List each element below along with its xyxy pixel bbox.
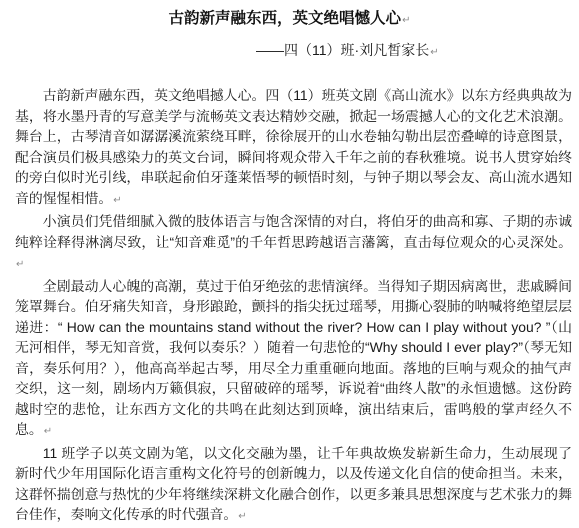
paragraph-mark: ↵ (16, 259, 25, 270)
paragraph-mark: ↵ (43, 426, 53, 437)
paragraph-mark: ↵ (402, 15, 411, 26)
paragraph-text: 古韵新声融东西，英文绝唱撼人心。四（11）班英文剧《高山流水》以东方经典典故为基，将水墨丹青的写意美学与流畅英文表达精妙交融，掀起一场震撼人心的文化艺术浪潮。舞台上，古琴清音如潺潺溪流萦绕耳畔，徐徐展开的山水卷轴勾勒出层峦叠嶂的诗意图景，配合演员们极具感染力的英文台词，瞬间将观众带入千年之前的春秋雅境。说书人贯穿始终的旁白似时光引线，串联起俞伯牙蓬莱悟琴的顿悟时刻，与钟子期以琴会友、高山流水遇知音的惺惺相惜。 (15, 87, 572, 206)
paragraph-text: 11 班学子以英文剧为笔，以文化交融为墨，让千年典故焕发崭新生命力，生动展现了新时代少年用国际化语言重构文化符号的创新魄力，以及传递文化自信的使命担当。未来，这群怀揣创意与热忱的少年将继续深耕文化融合创作，以更多兼具思想深度与艺术张力的舞台佳作，奏响文化传承的时代强音。 (15, 444, 572, 522)
paragraph-text: 小演员们凭借细腻入微的肢体语言与饱含深情的对白，将伯牙的曲高和寡、子期的赤诚纯粹诠释得淋漓尽致，让“知音难觅”的千年哲思跨越语言藩篱，直击每位观众的心灵深处。 (15, 213, 572, 250)
paragraph-2 (15, 211, 572, 276)
paragraph-text: 全剧最动人心魄的高潮，莫过于伯牙绝弦的悲情演绎。当得知子期因病离世，悲戚瞬间笼罩舞台。伯牙痛失知音，身形踉跄，颤抖的指尖抚过瑶琴，用撕心裂肺的呐喊将绝望层层递进：“ How can the mountains stand without the river? How can I play without you? ”（山无河相伴，琴无知音赏，我何以奏乐？）随着一句悲怆的“Why should I ever play?”（琴无知音，奏乐何用？），他高高举起古琴，用尽全力重重砸向地面。落地的巨响与观众的抽气声交织，这一刻，剧场内万籁俱寂，只留破碎的瑶琴，诉说着“曲终人散”的永恒遗憾。这份跨越时空的悲怆，让东西方文化的共鸣在此刻达到顶峰，演出结束后，雷鸣般的掌声经久不息。 (15, 277, 572, 437)
document-byline (0, 40, 579, 63)
paragraph-mark: ↵ (238, 511, 247, 522)
paragraph-1 (15, 85, 572, 211)
document-byline-text: ——四（11）班·刘凡皙家长 (256, 42, 430, 58)
paragraph-4 (15, 443, 572, 528)
document-title-text: 古韵新声融东西，英文绝唱憾人心 (168, 10, 402, 27)
paragraph-mark: ↵ (113, 194, 122, 206)
paragraph-mark: ↵ (430, 47, 439, 58)
document-body (0, 85, 572, 528)
document-title (0, 8, 579, 32)
paragraph-3 (15, 276, 572, 443)
